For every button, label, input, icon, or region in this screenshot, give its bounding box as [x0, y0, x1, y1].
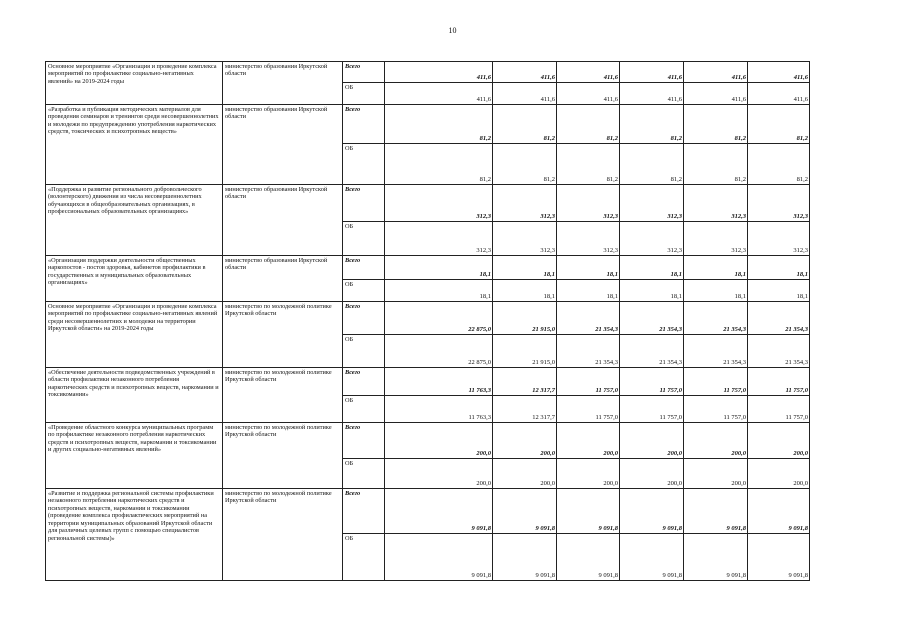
total-value-cell: 21 354,3 [684, 302, 748, 335]
regional-value-cell: 312,3 [620, 222, 684, 256]
total-value-cell: 81,2 [493, 105, 557, 144]
table-row [46, 256, 810, 280]
total-value-cell: 18,1 [493, 256, 557, 280]
measure-name: «Развитие и поддержка региональной системы профилактики незаконного потребления наркотических средств и психотропных веществ, наркомании и токсикомании (проведение комплекса профилактических мероприятий на территории муниципальных образований Иркутской области для различных целевых групп с помощью специалистов региональной системы)» [46, 489, 223, 581]
source-label-regional: ОБ [343, 222, 385, 256]
regional-value-cell: 18,1 [493, 280, 557, 302]
executor-name: министерство по молодежной политике Иркутской области [223, 302, 343, 368]
regional-value-cell: 9 091,8 [684, 534, 748, 581]
total-value-cell: 11 757,0 [620, 368, 684, 396]
total-value-cell: 21 354,3 [620, 302, 684, 335]
total-value-cell: 18,1 [620, 256, 684, 280]
table-row [46, 105, 810, 144]
regional-value-cell: 11 763,3 [385, 396, 493, 423]
regional-value-cell: 312,3 [557, 222, 620, 256]
total-value-cell: 18,1 [385, 256, 493, 280]
total-value-cell: 81,2 [620, 105, 684, 144]
source-label-total: Всего [343, 368, 385, 396]
total-value-cell: 411,6 [385, 62, 493, 83]
total-value-cell: 11 757,0 [557, 368, 620, 396]
total-value-cell: 18,1 [684, 256, 748, 280]
total-value-cell: 81,2 [748, 105, 810, 144]
measure-name: «Проведение областного конкурса муниципальных программ по профилактике незаконного потребления наркотических средств и психотропных веществ, наркомании и токсикомании и других социально-негативных явлений» [46, 423, 223, 489]
total-value-cell: 200,0 [684, 423, 748, 459]
regional-value-cell: 12 317,7 [493, 396, 557, 423]
regional-value-cell: 312,3 [493, 222, 557, 256]
table-row [46, 302, 810, 335]
regional-value-cell: 411,6 [748, 83, 810, 105]
total-value-cell: 18,1 [557, 256, 620, 280]
executor-name: министерство по молодежной политике Иркутской области [223, 368, 343, 423]
total-value-cell: 312,3 [557, 185, 620, 222]
total-value-cell: 22 875,0 [385, 302, 493, 335]
page-number: 10 [448, 26, 457, 35]
regional-value-cell: 81,2 [684, 144, 748, 185]
total-value-cell: 81,2 [385, 105, 493, 144]
regional-value-cell: 9 091,8 [385, 534, 493, 581]
measure-name: Основное мероприятие «Организация и проведение комплекса мероприятий по профилактике социально-негативных явлений среди несовершеннолетних и молодежи на территории Иркутской области» на 2019-2024 годы [46, 302, 223, 368]
regional-value-cell: 9 091,8 [557, 534, 620, 581]
regional-value-cell: 200,0 [748, 459, 810, 489]
regional-value-cell: 200,0 [684, 459, 748, 489]
regional-value-cell: 11 757,0 [620, 396, 684, 423]
source-label-total: Всего [343, 62, 385, 83]
regional-value-cell: 9 091,8 [748, 534, 810, 581]
regional-value-cell: 411,6 [684, 83, 748, 105]
total-value-cell: 411,6 [748, 62, 810, 83]
regional-value-cell: 18,1 [557, 280, 620, 302]
table-row [46, 62, 810, 83]
source-label-total: Всего [343, 256, 385, 280]
measure-name: «Организация поддержки деятельности общественных наркопостов - постов здоровья, кабинетов профилактики в государственных и муниципальных образовательных организациях» [46, 256, 223, 302]
regional-value-cell: 11 757,0 [557, 396, 620, 423]
total-value-cell: 18,1 [748, 256, 810, 280]
executor-name: министерство образования Иркутской области [223, 185, 343, 256]
regional-value-cell: 11 757,0 [748, 396, 810, 423]
table-row [46, 423, 810, 459]
regional-value-cell: 18,1 [748, 280, 810, 302]
regional-value-cell: 312,3 [385, 222, 493, 256]
table-row [46, 489, 810, 534]
total-value-cell: 200,0 [493, 423, 557, 459]
total-value-cell: 21 354,3 [748, 302, 810, 335]
total-value-cell: 312,3 [493, 185, 557, 222]
total-value-cell: 411,6 [684, 62, 748, 83]
executor-name: министерство по молодежной политике Иркутской области [223, 423, 343, 489]
total-value-cell: 12 317,7 [493, 368, 557, 396]
regional-value-cell: 21 354,3 [748, 335, 810, 368]
regional-value-cell: 411,6 [620, 83, 684, 105]
total-value-cell: 411,6 [493, 62, 557, 83]
source-label-total: Всего [343, 302, 385, 335]
total-value-cell: 9 091,8 [493, 489, 557, 534]
regional-value-cell: 18,1 [620, 280, 684, 302]
regional-value-cell: 22 875,0 [385, 335, 493, 368]
regional-value-cell: 9 091,8 [493, 534, 557, 581]
executor-name: министерство образования Иркутской области [223, 105, 343, 185]
executor-name: министерство образования Иркутской области [223, 256, 343, 302]
total-value-cell: 81,2 [557, 105, 620, 144]
table-row [46, 185, 810, 222]
regional-value-cell: 200,0 [385, 459, 493, 489]
table-row [46, 368, 810, 396]
total-value-cell: 9 091,8 [620, 489, 684, 534]
regional-value-cell: 11 757,0 [684, 396, 748, 423]
measure-name: «Поддержка и развитие регионального добровольческого (волонтерского) движения из числа несовершеннолетних обучающихся в общеобразовательных организациях, в профессиональных образовательных организациях» [46, 185, 223, 256]
measure-name: «Разработка и публикация методических материалов для проведения семинаров и тренингов среди несовершеннолетних и молодежи по предупреждению употребления наркотических средств, токсических и психотропных веществ» [46, 105, 223, 185]
regional-value-cell: 200,0 [493, 459, 557, 489]
regional-value-cell: 200,0 [620, 459, 684, 489]
regional-value-cell: 81,2 [557, 144, 620, 185]
total-value-cell: 411,6 [620, 62, 684, 83]
regional-value-cell: 81,2 [748, 144, 810, 185]
total-value-cell: 11 763,3 [385, 368, 493, 396]
total-value-cell: 21 354,3 [557, 302, 620, 335]
total-value-cell: 9 091,8 [748, 489, 810, 534]
total-value-cell: 200,0 [620, 423, 684, 459]
regional-value-cell: 81,2 [620, 144, 684, 185]
source-label-regional: ОБ [343, 83, 385, 105]
total-value-cell: 312,3 [385, 185, 493, 222]
measure-name: Основное мероприятие «Организация и проведение комплекса мероприятий по профилактике социально-негативных явлений» на 2019-2024 годы [46, 62, 223, 105]
total-value-cell: 81,2 [684, 105, 748, 144]
total-value-cell: 200,0 [557, 423, 620, 459]
total-value-cell: 9 091,8 [684, 489, 748, 534]
regional-value-cell: 9 091,8 [620, 534, 684, 581]
regional-value-cell: 312,3 [748, 222, 810, 256]
source-label-regional: ОБ [343, 280, 385, 302]
total-value-cell: 9 091,8 [385, 489, 493, 534]
source-label-regional: ОБ [343, 144, 385, 185]
total-value-cell: 411,6 [557, 62, 620, 83]
total-value-cell: 21 915,0 [493, 302, 557, 335]
regional-value-cell: 81,2 [385, 144, 493, 185]
regional-value-cell: 21 354,3 [620, 335, 684, 368]
regional-value-cell: 18,1 [684, 280, 748, 302]
source-label-regional: ОБ [343, 396, 385, 423]
source-label-total: Всего [343, 489, 385, 534]
total-value-cell: 312,3 [684, 185, 748, 222]
regional-value-cell: 411,6 [557, 83, 620, 105]
regional-value-cell: 81,2 [493, 144, 557, 185]
regional-value-cell: 21 354,3 [557, 335, 620, 368]
regional-value-cell: 200,0 [557, 459, 620, 489]
source-label-regional: ОБ [343, 335, 385, 368]
total-value-cell: 11 757,0 [748, 368, 810, 396]
source-label-total: Всего [343, 423, 385, 459]
regional-value-cell: 21 354,3 [684, 335, 748, 368]
source-label-total: Всего [343, 105, 385, 144]
regional-value-cell: 411,6 [385, 83, 493, 105]
regional-value-cell: 411,6 [493, 83, 557, 105]
executor-name: министерство по молодежной политике Иркутской области [223, 489, 343, 581]
source-label-regional: ОБ [343, 459, 385, 489]
total-value-cell: 11 757,0 [684, 368, 748, 396]
regional-value-cell: 18,1 [385, 280, 493, 302]
executor-name: министерство образования Иркутской области [223, 62, 343, 105]
total-value-cell: 312,3 [620, 185, 684, 222]
measure-name: «Обеспечение деятельности подведомственных учреждений в области профилактики незаконного потребления наркотических средств и психотропных веществ, наркомании и токсикомании» [46, 368, 223, 423]
regional-value-cell: 312,3 [684, 222, 748, 256]
total-value-cell: 200,0 [748, 423, 810, 459]
total-value-cell: 9 091,8 [557, 489, 620, 534]
budget-table [45, 61, 810, 581]
total-value-cell: 312,3 [748, 185, 810, 222]
regional-value-cell: 21 915,0 [493, 335, 557, 368]
source-label-total: Всего [343, 185, 385, 222]
source-label-regional: ОБ [343, 534, 385, 581]
total-value-cell: 200,0 [385, 423, 493, 459]
